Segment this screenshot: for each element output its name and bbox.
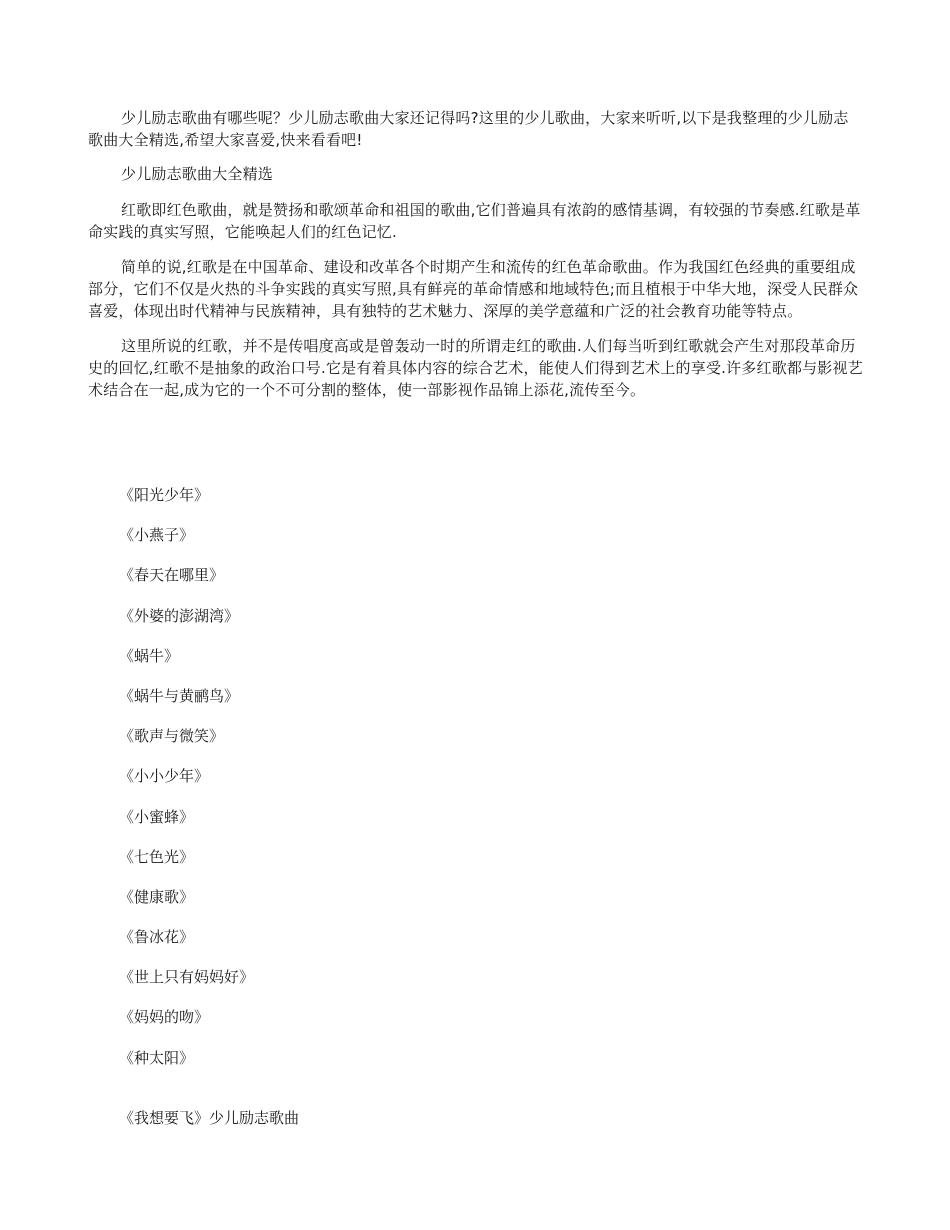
intro-paragraph: 少儿励志歌曲有哪些呢？少儿励志歌曲大家还记得吗?这里的少儿歌曲，大家来听听,以下是我整理的少儿励志歌曲大全精选,希望大家喜爱,快来看看吧! <box>88 109 849 149</box>
song-list-item: 《春天在哪里》 <box>119 566 225 585</box>
here-explanation-paragraph: 这里所说的红歌，并不是传唱度高或是曾轰动一时的所谓走红的歌曲.人们每当听到红歌就会产生对那段革命历史的回忆,红歌不是抽象的政治口号.它是有着具体内容的综合艺术，能使人们得到艺术上的享受.许多红歌都与影视艺术结合在一起,成为它的一个不可分割的整体，使一部影视作品锦上添花,流传至今。 <box>88 337 863 399</box>
song-list-item: 《健康歌》 <box>119 887 195 906</box>
song-list-item: 《妈妈的吻》 <box>119 1008 210 1027</box>
song-list-item: 《七色光》 <box>119 847 195 866</box>
song-list-item: 《阳光少年》 <box>119 486 210 504</box>
song-list-item: 《世上只有妈妈好》 <box>119 968 255 987</box>
song-list-item: 《歌声与微笑》 <box>119 727 225 746</box>
red-songs-paragraph: 红歌即红色歌曲，就是赞扬和歌颂革命和祖国的歌曲,它们普遍具有浓韵的感情基调，有较强的节奏感.红歌是革命实践的真实写照，它能唤起人们的红色记忆. <box>88 201 861 241</box>
song-section-heading: 《我想要飞》少儿励志歌曲 <box>119 1109 300 1127</box>
song-list-item: 《小燕子》 <box>119 526 195 545</box>
song-list-item: 《种太阳》 <box>119 1048 195 1067</box>
song-list-item: 《蜗牛与黄鹂鸟》 <box>119 686 240 705</box>
song-list-item: 《外婆的澎湖湾》 <box>119 606 240 625</box>
song-list-item: 《鲁冰花》 <box>119 928 195 947</box>
song-list-item: 《蜗牛》 <box>119 646 180 665</box>
song-list-item: 《小小少年》 <box>119 767 210 786</box>
song-list <box>119 484 254 1087</box>
document-body <box>88 107 863 1127</box>
simple-explanation-paragraph: 简单的说,红歌是在中国革命、建设和改革各个时期产生和流传的红色革命歌曲。作为我国红色经典的重要组成部分，它们不仅是火热的斗争实践的真实写照,具有鲜亮的革命情感和地域特色;而且植根于中华大地，深受人民群众喜爱，体现出时代精神与民族精神，具有独特的艺术魅力、深厚的美学意蕴和广泛的社会教育功能等特点。 <box>88 258 859 320</box>
song-list-item: 《小蜜蜂》 <box>119 807 195 826</box>
section-subtitle: 少儿励志歌曲大全精选 <box>121 165 274 183</box>
